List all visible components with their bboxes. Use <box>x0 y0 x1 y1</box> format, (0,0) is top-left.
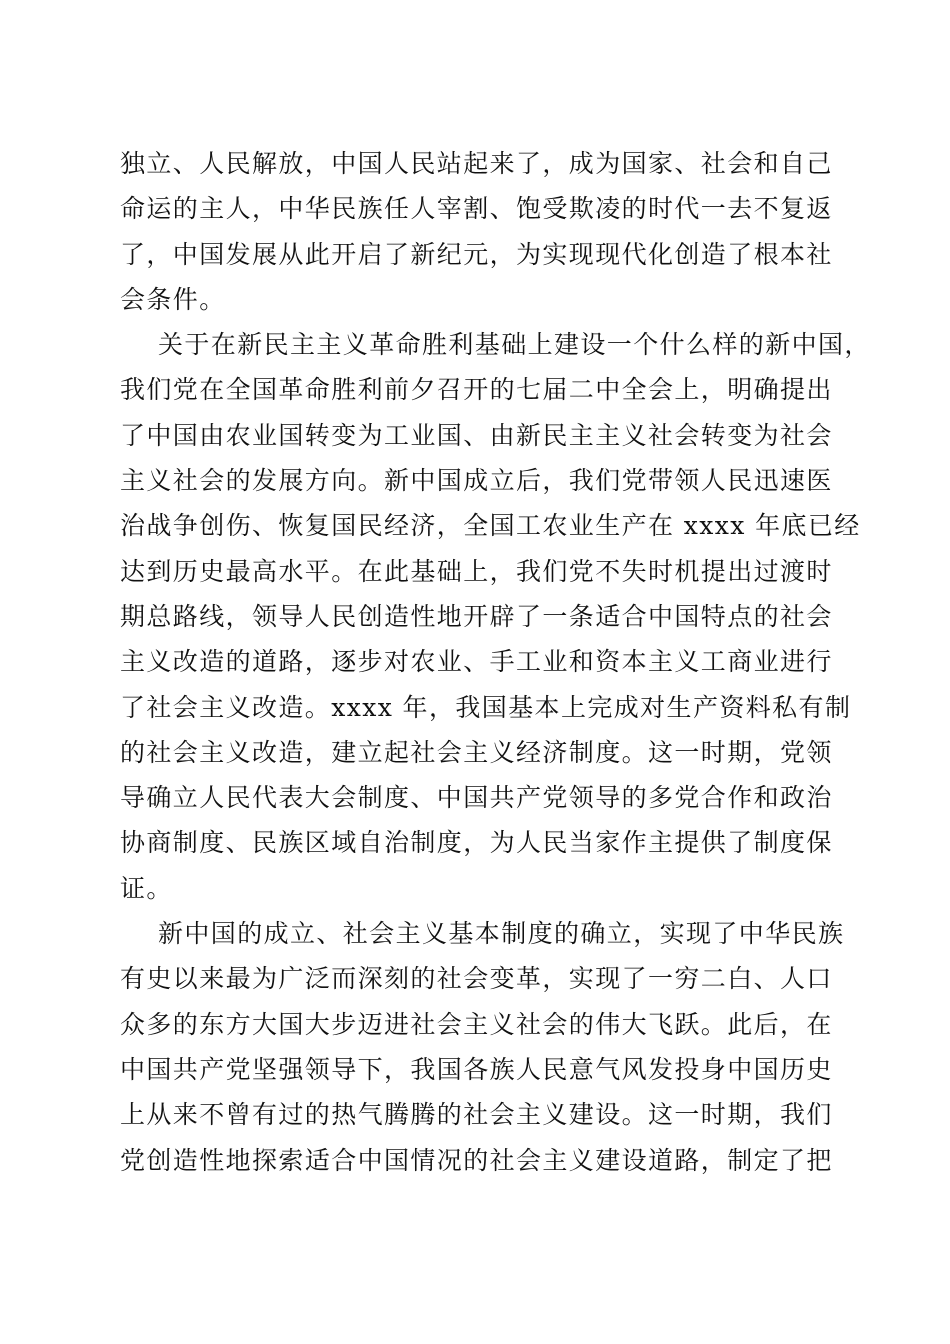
text-line: 我们党在全国革命胜利前夕召开的七届二中全会上，明确提出 <box>120 375 833 405</box>
text-line: 了，中国发展从此开启了新纪元，为实现现代化创造了根本社 <box>120 239 833 269</box>
text-line: 中国共产党坚强领导下，我国各族人民意气风发投身中国历史 <box>120 1054 833 1084</box>
text-line: 独立、人民解放，中国人民站起来了，成为国家、社会和自己 <box>120 149 833 178</box>
text-line: 主义社会的发展方向。新中国成立后，我们党带领人民迅速医 <box>120 466 833 496</box>
text-line: 了中国由农业国转变为工业国、由新民主主义社会转变为社会 <box>120 420 833 450</box>
text-line: 上从来不曾有过的热气腾腾的社会主义建设。这一时期，我们 <box>120 1100 833 1130</box>
text-line: 新中国的成立、社会主义基本制度的确立，实现了中华民族 <box>158 919 845 949</box>
text-line: 关于在新民主主义革命胜利基础上建设一个什么样的新中国， <box>158 330 871 360</box>
text-line: 期总路线，领导人民创造性地开辟了一条适合中国特点的社会 <box>120 601 833 631</box>
text-line: 命运的主人，中华民族任人宰割、饱受欺凌的时代一去不复返 <box>120 194 833 224</box>
text-line: 的社会主义改造，建立起社会主义经济制度。这一时期，党领 <box>120 737 833 767</box>
text-line: 治战争创伤、恢复国民经济，全国工农业生产在 xxxx 年底已经 <box>120 511 861 541</box>
text-line: 主义改造的道路，逐步对农业、手工业和资本主义工商业进行 <box>120 647 833 677</box>
text-line: 会条件。 <box>120 284 226 314</box>
body-text <box>120 141 871 1183</box>
text-line: 导确立人民代表大会制度、中国共产党领导的多党合作和政治 <box>120 783 833 813</box>
text-line: 党创造性地探索适合中国情况的社会主义建设道路，制定了把 <box>120 1145 833 1175</box>
text-line: 了社会主义改造。xxxx 年，我国基本上完成对生产资料私有制 <box>120 692 852 722</box>
text-line: 达到历史最高水平。在此基础上，我们党不失时机提出过渡时 <box>120 556 833 586</box>
text-line: 证。 <box>120 873 173 903</box>
text-line: 有史以来最为广泛而深刻的社会变革，实现了一穷二白、人口 <box>120 964 833 994</box>
text-line: 众多的东方大国大步迈进社会主义社会的伟大飞跃。此后，在 <box>120 1009 833 1039</box>
text-line: 协商制度、民族区域自治制度，为人民当家作主提供了制度保 <box>120 828 833 858</box>
